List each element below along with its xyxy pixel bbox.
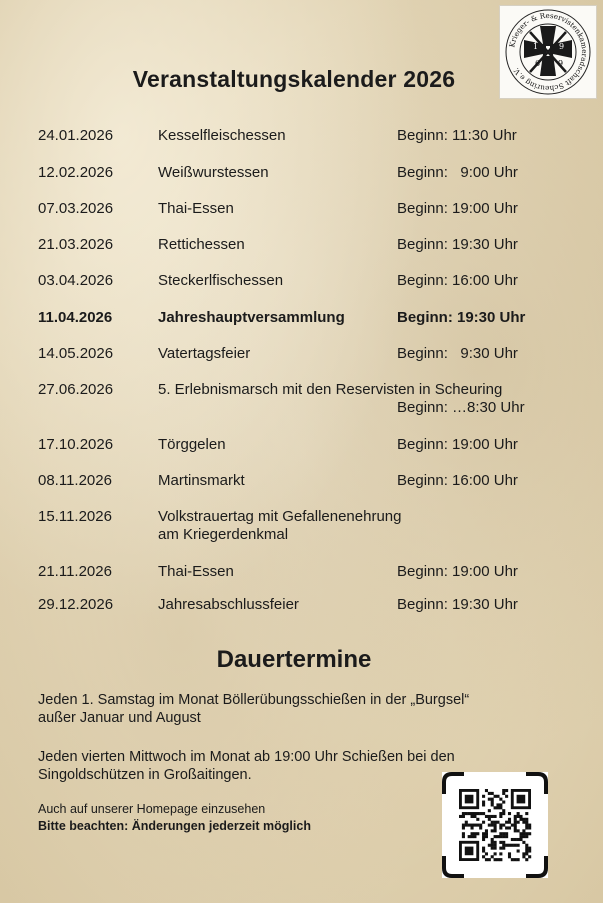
event-date: 29.12.2026 xyxy=(38,596,114,613)
event-name: Jahresabschlussfeier xyxy=(158,596,299,613)
event-date: 27.06.2026 xyxy=(38,381,114,398)
event-date: 07.03.2026 xyxy=(38,200,114,217)
event-date: 08.11.2026 xyxy=(38,472,112,489)
logo-year-digit: 1 xyxy=(533,42,539,51)
logo-year-digit: 9 xyxy=(559,42,565,51)
event-name: Martinsmarkt xyxy=(158,472,245,489)
section-title-dauertermine: Dauertermine xyxy=(216,646,372,673)
logo-year-digit: 9 xyxy=(558,59,564,68)
event-name-line2: am Kriegerdenkmal xyxy=(158,526,289,543)
event-time: Beginn: 19:00 Uhr xyxy=(397,436,518,453)
recurring-item-line: Singoldschützen in Großaitingen. xyxy=(38,767,252,783)
event-name: Steckerlfischessen xyxy=(158,272,284,289)
recurring-item-line: Jeden vierten Mittwoch im Monat ab 19:00 Uhr Schießen bei den xyxy=(38,749,455,765)
logo-year-digit: 6 xyxy=(535,59,541,68)
event-name: Törggelen xyxy=(158,436,226,453)
event-name: Kesselfleischessen xyxy=(158,127,286,144)
event-date: 12.02.2026 xyxy=(38,164,114,181)
event-date: 15.11.2026 xyxy=(38,508,112,525)
homepage-note: Auch auf unserer Homepage einzusehen xyxy=(38,802,266,816)
recurring-item xyxy=(38,748,455,784)
event-date: 21.11.2026 xyxy=(38,563,112,580)
event-time: Beginn: …8:30 Uhr xyxy=(397,399,525,416)
event-date: 24.01.2026 xyxy=(38,127,114,144)
event-date: 11.04.2026 xyxy=(38,309,113,326)
changes-note: Bitte beachten: Änderungen jederzeit möglich xyxy=(38,819,311,833)
event-name: Thai-Essen xyxy=(158,563,234,580)
event-name: Weißwurstessen xyxy=(158,164,269,181)
event-time: Beginn: 16:00 Uhr xyxy=(397,272,518,289)
event-time: Beginn: 19:00 Uhr xyxy=(397,200,518,217)
event-date: 14.05.2026 xyxy=(38,345,114,362)
event-name: Volkstrauertag mit Gefallenenehrung xyxy=(158,508,402,525)
event-date: 03.04.2026 xyxy=(38,272,114,289)
logo-ring-text: Krieger- & Reservistenkameradschaft Scheuring e.V. xyxy=(507,10,590,94)
event-time: Beginn: 11:30 Uhr xyxy=(397,127,517,144)
event-time: Beginn: 9:30 Uhr xyxy=(397,345,518,362)
event-name: Thai-Essen xyxy=(158,200,234,217)
recurring-item-line: Jeden 1. Samstag im Monat Böllerübungsschießen in der „Burgsel“ xyxy=(38,692,470,708)
page-title: Veranstaltungskalender 2026 xyxy=(132,66,456,92)
recurring-item-line: außer Januar und August xyxy=(38,710,201,726)
recurring-item xyxy=(38,691,469,727)
event-name: Jahreshauptversammlung xyxy=(158,309,345,326)
event-name: Rettichessen xyxy=(158,236,245,253)
event-time: Beginn: 19:30 Uhr xyxy=(397,236,518,253)
event-time: Beginn: 16:00 Uhr xyxy=(397,472,518,489)
event-date: 17.10.2026 xyxy=(38,436,114,453)
event-name: Vatertagsfeier xyxy=(158,345,251,362)
event-time: Beginn: 19:30 Uhr xyxy=(397,309,526,326)
qr-code-icon[interactable] xyxy=(442,772,548,878)
event-date: 21.03.2026 xyxy=(38,236,114,253)
event-time: Beginn: 19:00 Uhr xyxy=(397,563,518,580)
event-time: Beginn: 19:30 Uhr xyxy=(397,596,518,613)
event-name: 5. Erlebnismarsch mit den Reservisten in Scheuring xyxy=(158,381,503,398)
event-time: Beginn: 9:00 Uhr xyxy=(397,164,518,181)
